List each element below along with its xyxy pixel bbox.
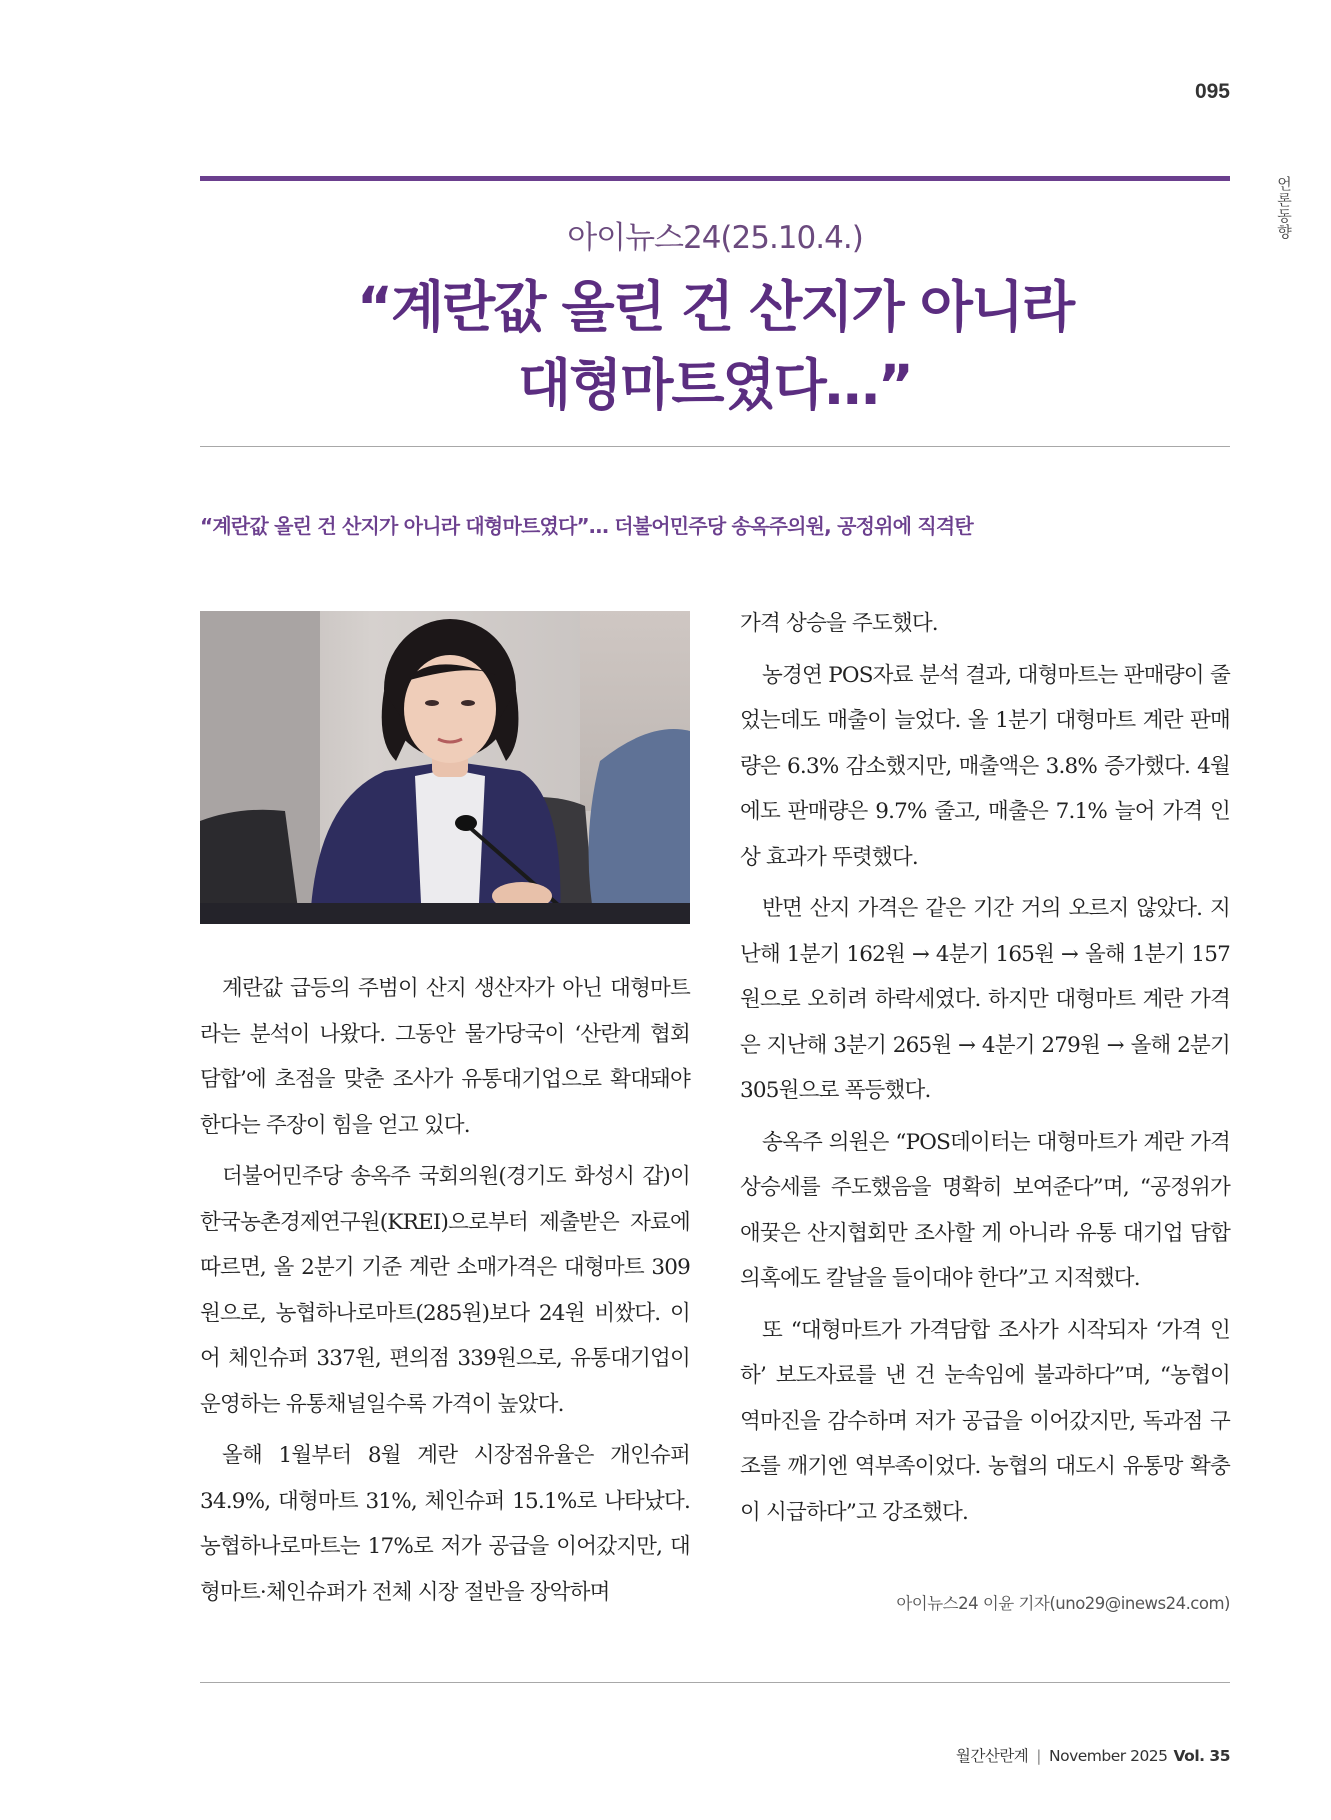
body-paragraph: 농경연 POS자료 분석 결과, 대형마트는 판매량이 줄었는데도 매출이 늘었다. 올 1분기 대형마트 계란 판매량은 6.3% 감소했지만, 매출액은 3.8% 증가했다. 4월에도 판매량은 9.7% 줄고, 매출은 7.1% 늘어 가격 인상 효과가 뚜렷했다.	[740, 662, 1230, 870]
body-paragraph: 송옥주 의원은 “POS데이터는 대형마트가 계란 가격 상승세를 주도했음을 명확히 보여준다”며, “공정위가 애꿎은 산지협회만 조사할 게 아니라 유통 대기업 담합 의혹에도 칼날을 들이대야 한다”고 지적했다.	[740, 1129, 1230, 1291]
magazine-name: 월간산란계	[955, 1747, 1029, 1765]
volume-number: Vol. 35	[1173, 1747, 1230, 1765]
bottom-divider	[200, 1682, 1230, 1683]
article-byline: 아이뉴스24 이윤 기자(uno29@inews24.com)	[896, 1594, 1230, 1613]
page-footer	[700, 1744, 1230, 1766]
article-body-left-column	[200, 966, 690, 1621]
body-paragraph: 더불어민주당 송옥주 국회의원(경기도 화성시 갑)이 한국농촌경제연구원(KREI)으로부터 제출받은 자료에 따르면, 올 2분기 기준 계란 소매가격은 대형마트 309원으로, 농협하나로마트(285원)보다 24원 비쌌다. 이어 체인슈퍼 337원, 편의점 339원으로, 유통대기업이 운영하는 유통채널일수록 가격이 높았다.	[200, 1164, 690, 1417]
body-paragraph: 계란값 급등의 주범이 산지 생산자가 아닌 대형마트라는 분석이 나왔다. 그동안 물가당국이 ‘산란계 협회 담합’에 초점을 맞춘 조사가 유통대기업으로 확대돼야 한다는 주장이 힘을 얻고 있다.	[200, 976, 690, 1138]
speaker-portrait-photo	[200, 611, 690, 924]
footer-separator: |	[1036, 1747, 1042, 1765]
title-divider	[200, 446, 1230, 447]
article-source: 아이뉴스24(25.10.4.)	[567, 220, 863, 256]
issue-date: November 2025	[1049, 1747, 1168, 1765]
title-line-1: “계란값 올린 건 산지가 아니라	[356, 275, 1074, 339]
body-paragraph: 반면 산지 가격은 같은 기간 거의 오르지 않았다. 지난해 1분기 162원 → 4분기 165원 → 올해 1분기 157원으로 오히려 하락세였다. 하지만 대형마트 계란 가격은 지난해 3분기 265원 → 4분기 279원 → 올해 2분기 305원으로 폭등했다.	[740, 896, 1230, 1103]
article-subhead: “계란값 올린 건 산지가 아니라 대형마트였다”… 더불어민주당 송옥주의원, 공정위에 직격탄	[200, 514, 973, 538]
top-divider	[200, 176, 1230, 181]
body-paragraph: 또 “대형마트가 가격담합 조사가 시작되자 ‘가격 인하’ 보도자료를 낸 건 눈속임에 불과하다”며, “농협이 역마진을 감수하며 저가 공급을 이어갔지만, 독과점 구조를 깨기엔 역부족이었다. 농협의 대도시 유통망 확충이 시급하다”고 강조했다.	[740, 1317, 1230, 1525]
title-line-2: 대형마트였다…”	[518, 353, 912, 417]
photo-illustration	[200, 611, 690, 924]
page-number: 095	[1194, 80, 1230, 103]
article-title	[200, 268, 1230, 424]
section-tab: 언론동향	[1275, 176, 1293, 240]
article-body-right-column	[740, 601, 1230, 1541]
body-paragraph-continuation: 가격 상승을 주도했다.	[740, 611, 938, 636]
body-paragraph: 올해 1월부터 8월 계란 시장점유율은 개인슈퍼 34.9%, 대형마트 31%, 체인슈퍼 15.1%로 나타났다. 농협하나로마트는 17%로 저가 공급을 이어갔지만, 대형마트·체인슈퍼가 전체 시장 절반을 장악하며	[200, 1443, 690, 1605]
